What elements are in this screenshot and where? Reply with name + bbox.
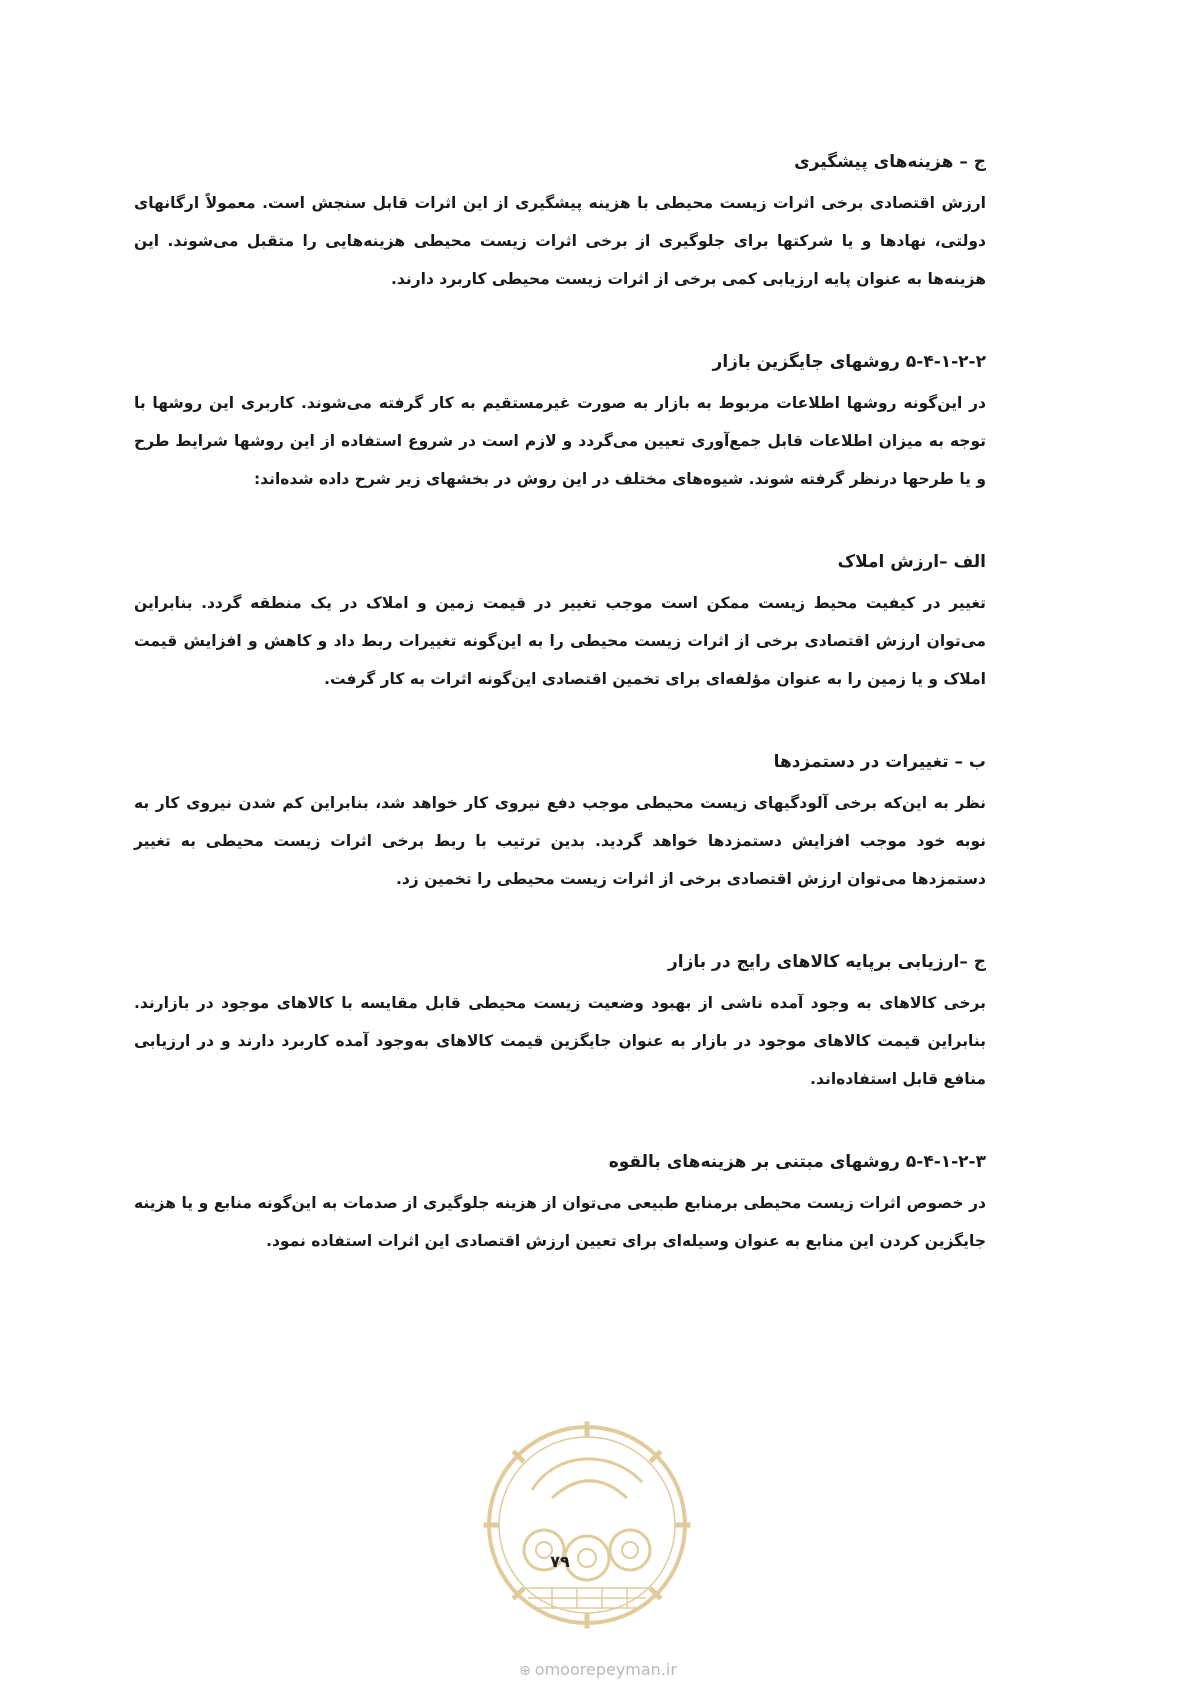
- section-market-goods-valuation: [134, 950, 986, 1098]
- section-heading: ج –ارزیابی برپایه کالاهای رایج در بازار: [667, 952, 986, 972]
- section-heading: ب – تغییرات در دستمزدها: [773, 752, 986, 772]
- section-heading: ۵-۴-۱-۲-۳ روشهای مبتنی بر هزینه‌های بالقوه: [608, 1152, 986, 1172]
- section-prevention-costs: [134, 150, 986, 298]
- section-paragraph: در خصوص اثرات زیست محیطی برمنابع طبیعی می‌توان از هزینه جلوگیری از صدمات به این‌گونه منابع و یا هزینه جایگزین کردن این منابع به عنوان وسیله‌ای برای تعیین ارزش اقتصادی این اثرات استفاده نمود.: [134, 1194, 986, 1250]
- globe-icon: ⊕: [519, 1663, 531, 1679]
- section-paragraph: برخی کالاهای به وجود آمده ناشی از بهبود وضعیت زیست محیطی قابل مقایسه با کالاهای موجود در بازارند. بنابراین قیمت کالاهای موجود در بازار به عنوان جایگزین قیمت کالاهای به‌وجود آمده کاربرد دارند و در ارزیابی منافع قابل استفاده‌اند.: [134, 994, 986, 1088]
- section-potential-cost-methods: [134, 1150, 986, 1260]
- section-paragraph: تغییر در کیفیت محیط زیست ممکن است موجب تغییر در قیمت زمین و املاک در یک منطقه گردد. بنابراین می‌توان ارزش اقتصادی برخی از اثرات زیست محیطی را به این‌گونه تغییرات ربط داد و کاهش و افزایش قیمت املاک و یا زمین را به عنوان مؤلفه‌ای برای تخمین اقتصادی این‌گونه اثرات به کار گرفت.: [134, 594, 986, 688]
- section-heading: ۵-۴-۱-۲-۲ روشهای جایگزین بازار: [712, 352, 986, 372]
- watermark-logo-icon: [482, 1420, 692, 1630]
- page-number: ۷۹: [550, 1552, 570, 1571]
- website-text: omoorepeyman.ir: [534, 1660, 677, 1679]
- section-market-substitute-methods: [134, 350, 986, 498]
- section-paragraph: ارزش اقتصادی برخی اثرات زیست محیطی با هزینه پیشگیری از این اثرات قابل سنجش است. معمولاً ارگانهای دولتی، نهادها و یا شرکتها برای جلوگیری از برخی اثرات زیست محیطی هزینه‌هایی را متقبل می‌شوند. این هزینه‌ها به عنوان پایه ارزیابی کمی برخی از اثرات زیست محیطی کاربرد دارند.: [134, 194, 986, 288]
- section-property-value: [134, 550, 986, 698]
- section-paragraph: نظر به این‌که برخی آلودگیهای زیست محیطی موجب دفع نیروی کار خواهد شد، بنابراین کم شدن نیروی کار به نوبه خود موجب افزایش دستمزدها خواهد گردید. بدین ترتیب با ربط برخی اثرات زیست محیطی به تغییر دستمزدها می‌توان ارزش اقتصادی برخی از اثرات زیست محیطی را تخمین زد.: [134, 794, 986, 888]
- document-body: [134, 150, 986, 1312]
- section-heading: ج – هزینه‌های پیشگیری: [794, 152, 986, 172]
- section-wage-changes: [134, 750, 986, 898]
- section-heading: الف –ارزش املاک: [837, 552, 986, 572]
- section-paragraph: در این‌گونه روشها اطلاعات مربوط به بازار به صورت غیرمستقیم به کار گرفته می‌شوند. کاربری این روشها با توجه به میزان اطلاعات قابل جمع‌آوری تعیین می‌گردد و لازم است در شروع استفاده از این روشها شرایط طرح و یا طرحها درنظر گرفته شوند. شیوه‌های مختلف در این روش در بخشهای زیر شرح داده شده‌اند:: [134, 394, 986, 488]
- website-watermark: [488, 1660, 708, 1679]
